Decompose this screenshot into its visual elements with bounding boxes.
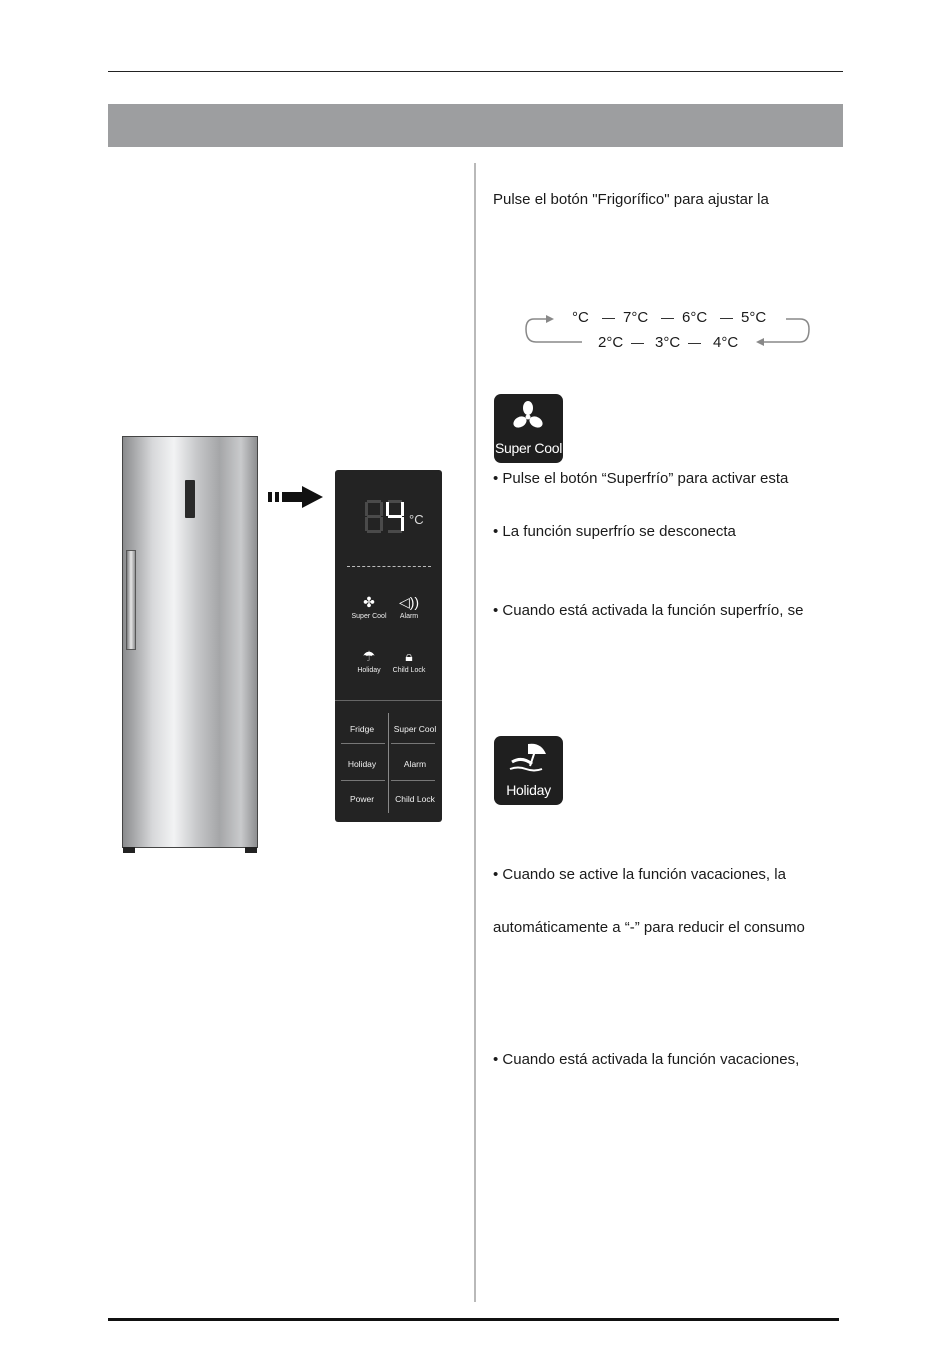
fridge-foot [245,847,257,853]
holiday-line: • Cuando se active la función vacaciones, la [493,866,786,883]
cycle-temp: 3°C [655,334,681,351]
temperature-cycle-diagram [520,305,820,355]
beach-icon: ☂ [362,648,376,664]
fridge-foot [123,847,135,853]
top-rule [108,71,843,72]
fan-icon: ✤ [363,594,375,610]
cycle-temp: 4°C [713,334,739,351]
button-row-divider [341,780,385,781]
bottom-rule [108,1318,839,1321]
lock-icon: 🔒︎ [405,648,413,664]
button-row-divider [391,743,435,744]
icon-caption: Super Cool [351,613,387,620]
supercool-line: • Pulse el botón “Superfrío” para activar esta [493,470,789,487]
cycle-dash [720,318,733,319]
pointer-arrow-icon [268,486,323,508]
cycle-temp: 2°C [598,334,624,351]
cycle-dash [661,318,674,319]
cycle-temp: 7°C [623,309,649,326]
panel-super-cool-indicator [347,594,391,620]
supercool-line: • Cuando está activada la función superfrío, se [493,602,804,619]
display-unit: °C [409,512,424,527]
power-button[interactable]: Power [349,794,375,804]
holiday-line: • Cuando está activada la función vacaciones, [493,1051,800,1068]
icon-caption: Alarm [399,613,419,620]
holiday-tile [494,736,563,805]
alarm-button[interactable]: Alarm [403,759,427,769]
cycle-temp: 5°C [741,309,767,326]
fridge-button[interactable]: Fridge [349,724,375,734]
super-cool-tile [494,394,563,463]
panel-child-lock-indicator [387,648,431,674]
icon-caption: Child Lock [392,667,426,674]
cycle-dash [688,343,701,344]
cycle-dash [631,343,644,344]
speaker-icon: ◁)) [398,594,420,610]
super-cool-button[interactable]: Super Cool [393,724,437,734]
section-header-bar [108,104,843,147]
dotted-divider [347,566,431,567]
holiday-button[interactable]: Holiday [347,759,377,769]
beach-icon [508,740,550,774]
fridge-illustration [122,436,258,854]
fridge-mini-display [185,480,195,518]
button-row-divider [341,743,385,744]
holiday-tile-label: Holiday [506,782,551,798]
fan-icon [512,400,544,430]
holiday-line: automáticamente a “-” para reducir el consumo [493,919,805,936]
cycle-temp: 6°C [682,309,708,326]
super-cool-tile-label: Super Cool [494,440,563,456]
button-row-divider [391,780,435,781]
cycle-dash [602,318,615,319]
supercool-line: • La función superfrío se desconecta [493,523,736,540]
control-panel [335,470,442,822]
panel-holiday-indicator [347,648,391,674]
panel-alarm-indicator [387,594,431,620]
fridge-handle [126,550,136,650]
panel-separator [335,700,442,701]
child-lock-button[interactable]: Child Lock [395,794,435,804]
cycle-temp: °C [572,309,589,326]
fridge-button-instruction: Pulse el botón "Frigorífico" para ajustar la [493,191,769,208]
column-divider [474,163,476,1302]
icon-caption: Holiday [357,667,381,674]
